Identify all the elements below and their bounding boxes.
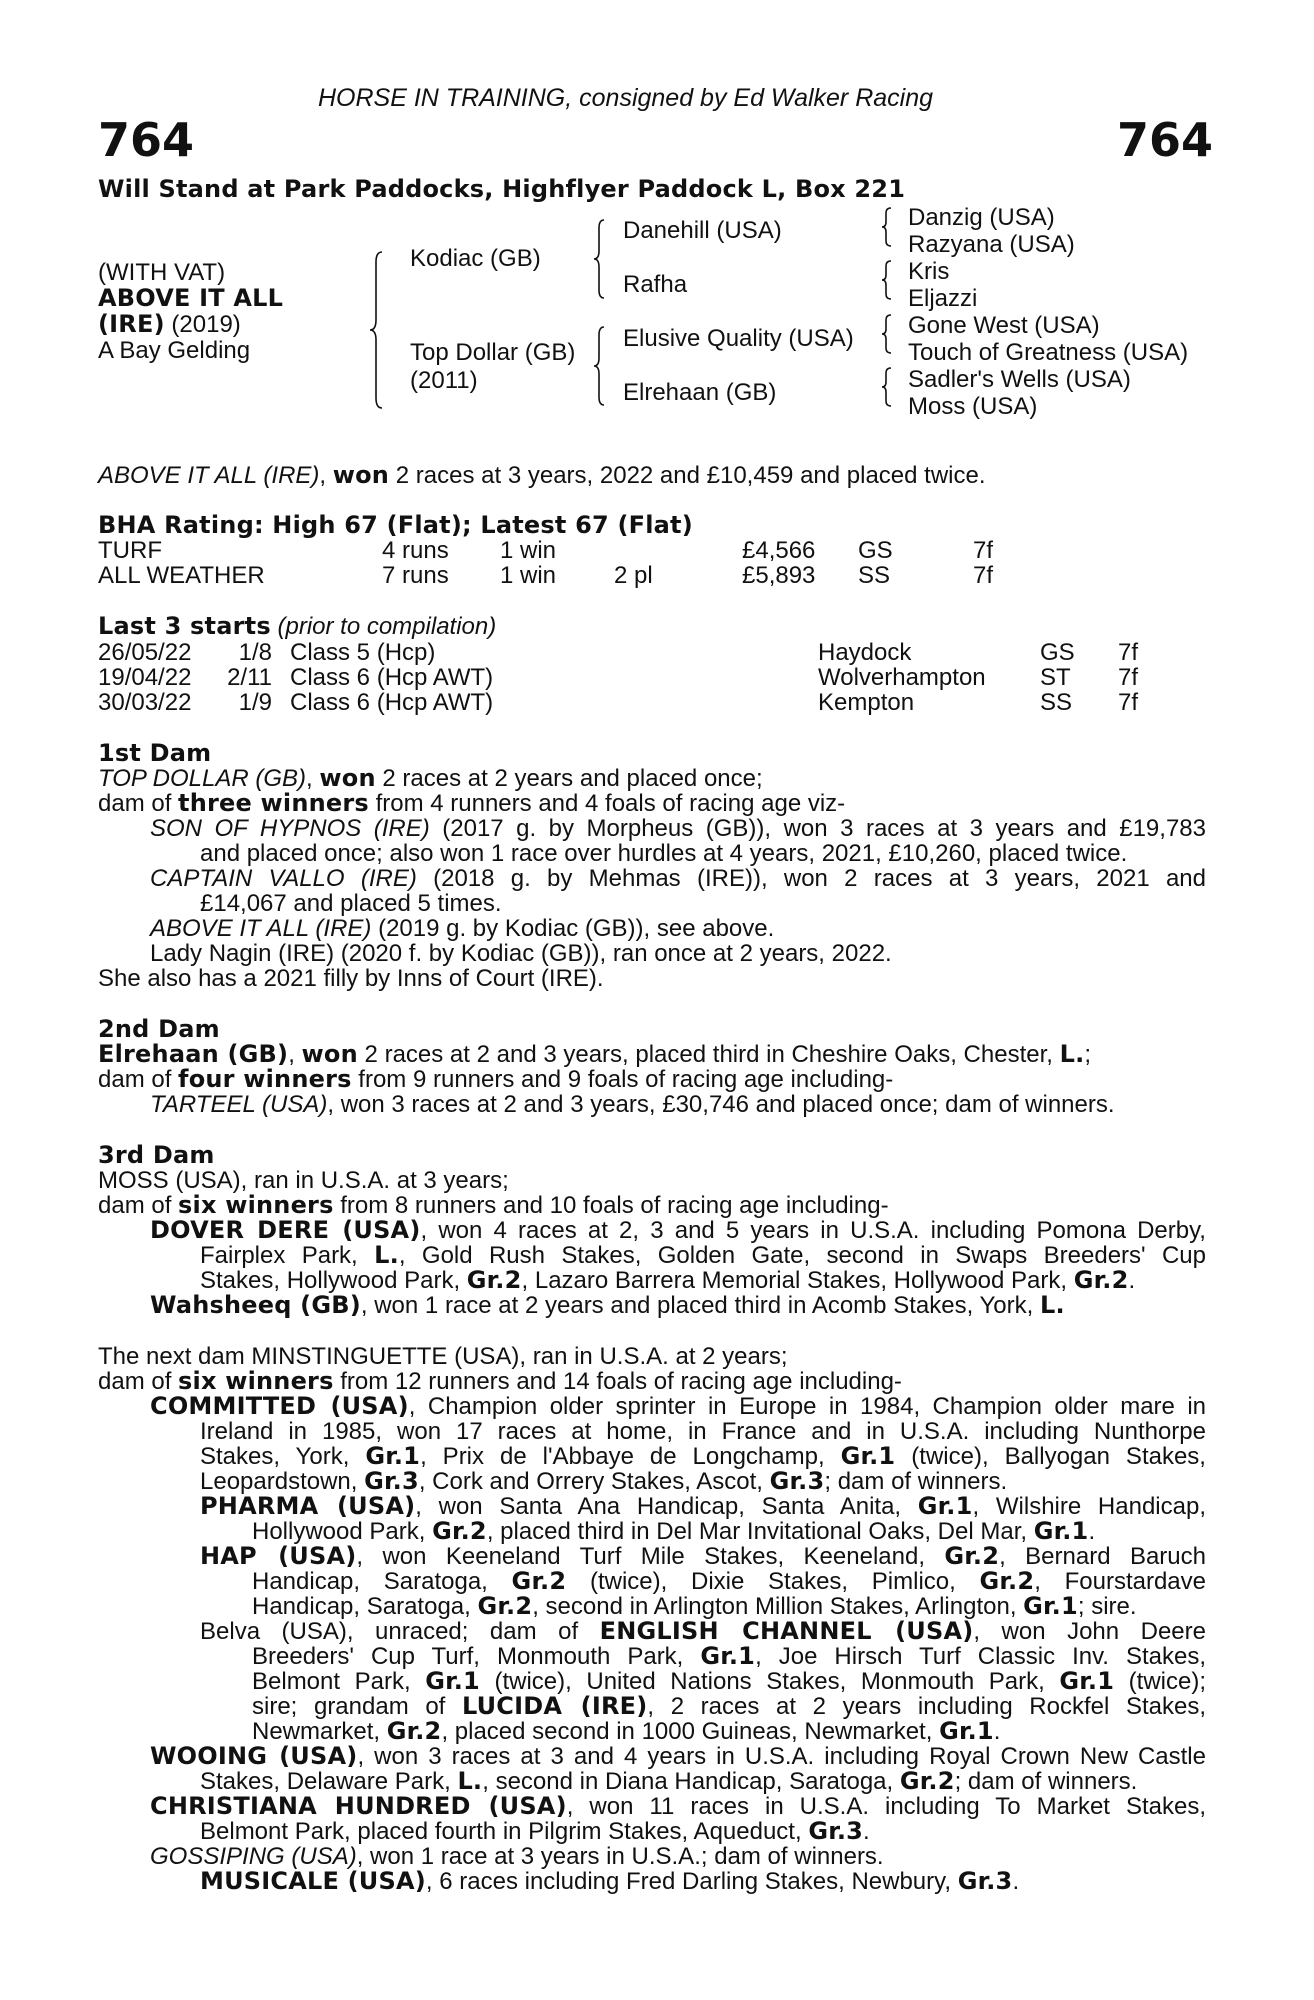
text-fragment: Breeders' Cup Turf, Monmouth Park, bbox=[252, 1644, 701, 1669]
text-fragment: dam of bbox=[98, 1192, 179, 1219]
pedigree-gg2: Razyana (USA) bbox=[908, 231, 1075, 258]
first-dam-heading: 1st Dam bbox=[98, 739, 212, 767]
belva-line-1 bbox=[200, 1619, 1206, 1644]
start-2-race: Class 6 (Hcp AWT) bbox=[290, 664, 494, 691]
first-dam-offspring-1-cont: and placed once; also won 1 race over hurdles at 4 years, 2021, £10,260, placed twice. bbox=[200, 840, 1128, 867]
text-fragment: dam of bbox=[98, 1066, 179, 1093]
dover-dere-line-1 bbox=[150, 1218, 1206, 1243]
start-3-race: Class 6 (Hcp AWT) bbox=[290, 689, 494, 716]
text-fragment: TOP DOLLAR (GB) bbox=[98, 765, 307, 792]
text-fragment: , Bernard Baruch bbox=[999, 1544, 1206, 1569]
text-fragment: L. bbox=[1059, 1040, 1085, 1068]
start-1-going: GS bbox=[1040, 639, 1075, 666]
third-dam-heading: 3rd Dam bbox=[98, 1141, 215, 1169]
catalogue-title: HORSE IN TRAINING, consigned by Ed Walker Racing bbox=[318, 84, 934, 112]
wooing-line-2 bbox=[200, 1769, 1137, 1795]
text-fragment: Gr.1 bbox=[1059, 1669, 1115, 1694]
first-dam-line-2 bbox=[98, 791, 845, 817]
text-fragment: sire; grandam of bbox=[252, 1694, 462, 1719]
text-fragment: four winners bbox=[178, 1065, 352, 1093]
christiana-line-1 bbox=[150, 1794, 1206, 1819]
text-fragment: Gr.1 bbox=[1033, 1517, 1089, 1545]
start-3-position: 1/9 bbox=[238, 689, 272, 716]
first-dam-offspring-3 bbox=[150, 916, 774, 942]
rating-aw-distance: 7f bbox=[973, 562, 994, 589]
text-fragment: , Fourstardave bbox=[1034, 1569, 1206, 1594]
summary-won: won bbox=[332, 461, 390, 489]
text-fragment: (2017 g. by Morpheus (GB)), won 3 races at 3 years and £19,783 bbox=[429, 816, 1206, 841]
text-fragment: Belmont Park, bbox=[252, 1669, 426, 1694]
first-dam-line-1 bbox=[98, 766, 763, 792]
text-fragment: , Gold Rush Stakes, Golden Gate, second in Swaps Breeders' Cup bbox=[398, 1243, 1206, 1268]
text-fragment: , 2 races at 2 years including Rockfel Stakes, bbox=[647, 1694, 1206, 1719]
text-fragment: Gr.3 bbox=[957, 1867, 1013, 1895]
horse-name: ABOVE IT ALL bbox=[98, 284, 284, 312]
text-fragment: Handicap, Saratoga, bbox=[252, 1593, 478, 1620]
text-fragment: Gr.1 bbox=[700, 1644, 756, 1669]
pharma-line-1 bbox=[200, 1494, 1206, 1519]
committed-line-4 bbox=[200, 1469, 1007, 1495]
text-fragment: ; dam of winners. bbox=[824, 1468, 1008, 1495]
pedigree-brace-g4 bbox=[880, 366, 894, 410]
text-fragment: ; dam of winners. bbox=[954, 1768, 1138, 1795]
stable-location: Will Stand at Park Paddocks, Highflyer Paddock L, Box 221 bbox=[98, 175, 906, 203]
text-fragment: from 8 runners and 10 foals of racing age including- bbox=[333, 1192, 889, 1219]
belva-line-4 bbox=[252, 1694, 1206, 1719]
text-fragment: PHARMA (USA) bbox=[200, 1494, 416, 1519]
hap-line-1 bbox=[200, 1544, 1206, 1569]
horse-year: (2019) bbox=[164, 311, 241, 338]
start-1-position: 1/8 bbox=[238, 639, 272, 666]
gossiping-line bbox=[150, 1844, 884, 1870]
start-3-distance: 7f bbox=[1118, 689, 1139, 716]
text-fragment: COMMITTED (USA) bbox=[150, 1394, 409, 1419]
second-dam-line-2 bbox=[98, 1067, 893, 1093]
text-fragment: . bbox=[1128, 1267, 1136, 1294]
next-dam-line-1: The next dam MINSTINGUETTE (USA), ran in U.S.A. at 2 years; bbox=[98, 1343, 788, 1370]
start-1-date: 26/05/22 bbox=[98, 639, 192, 666]
text-fragment: SON OF HYPNOS (IRE) bbox=[150, 816, 430, 841]
horse-country: (IRE) bbox=[98, 310, 165, 338]
race-summary: ABOVE IT ALL (IRE), won 2 races at 3 years, 2022 and £10,459 and placed twice. bbox=[98, 461, 986, 489]
text-fragment: , Cork and Orrery Stakes, Ascot, bbox=[418, 1468, 770, 1495]
text-fragment: Belmont Park, placed fourth in Pilgrim Stakes, Aqueduct, bbox=[200, 1818, 809, 1845]
start-2-distance: 7f bbox=[1118, 664, 1139, 691]
text-fragment: , Champion older sprinter in Europe in 1984, Champion older mare in bbox=[408, 1394, 1206, 1419]
text-fragment: Hollywood Park, bbox=[252, 1518, 433, 1545]
text-fragment: , 6 races including Fred Darling Stakes, Newbury, bbox=[425, 1868, 958, 1895]
text-fragment: dam of bbox=[98, 1368, 179, 1395]
rating-aw-wins: 1 win bbox=[500, 562, 557, 589]
text-fragment: TARTEEL (USA) bbox=[150, 1091, 328, 1118]
second-dam-offspring-1 bbox=[150, 1092, 1115, 1118]
text-fragment: Gr.2 bbox=[1073, 1266, 1129, 1294]
text-fragment: Gr.2 bbox=[979, 1569, 1035, 1594]
text-fragment: ABOVE IT ALL (IRE) bbox=[150, 915, 372, 942]
start-3-date: 30/03/22 bbox=[98, 689, 192, 716]
text-fragment: CHRISTIANA HUNDRED (USA) bbox=[150, 1794, 567, 1819]
text-fragment: Gr.1 bbox=[917, 1494, 973, 1519]
horse-name-suffix bbox=[98, 312, 241, 338]
text-fragment: Gr.2 bbox=[944, 1544, 1000, 1569]
pedigree-gg3: Kris bbox=[908, 258, 950, 285]
summary-text: 2 races at 3 years, 2022 and £10,459 and placed twice. bbox=[389, 462, 986, 489]
pedigree-gg4: Eljazzi bbox=[908, 285, 978, 312]
hap-line-2 bbox=[252, 1569, 1206, 1594]
text-fragment: Gr.1 bbox=[840, 1444, 896, 1469]
text-fragment: (2019 g. by Kodiac (GB)), see above. bbox=[371, 915, 775, 942]
last-starts-heading bbox=[98, 614, 496, 640]
rating-aw-placed: 2 pl bbox=[614, 562, 653, 589]
bha-rating-title: BHA Rating: High 67 (Flat); Latest 67 (Flat) bbox=[98, 511, 693, 539]
horse-description: A Bay Gelding bbox=[98, 337, 251, 364]
christiana-line-2 bbox=[200, 1819, 870, 1845]
rating-turf-runs: 4 runs bbox=[382, 537, 449, 564]
committed-line-2 bbox=[200, 1419, 1206, 1444]
text-fragment: ; bbox=[1084, 1041, 1092, 1068]
pedigree-sire: Kodiac (GB) bbox=[410, 245, 541, 272]
text-fragment: CAPTAIN VALLO (IRE) bbox=[150, 866, 417, 891]
rating-turf-going: GS bbox=[858, 537, 893, 564]
text-fragment: Gr.2 bbox=[466, 1266, 522, 1294]
pedigree-brace-g3 bbox=[880, 313, 894, 357]
text-fragment: (twice), United Nations Stakes, Monmouth Park, bbox=[479, 1669, 1060, 1694]
third-dam-line-2 bbox=[98, 1193, 889, 1219]
text-fragment: , placed second in 1000 Guineas, Newmarket, bbox=[441, 1718, 940, 1745]
text-fragment: DOVER DERE (USA) bbox=[150, 1218, 421, 1243]
text-fragment: L. bbox=[457, 1767, 483, 1795]
pedigree-gg5: Gone West (USA) bbox=[908, 312, 1100, 339]
text-fragment: (twice); bbox=[1114, 1669, 1206, 1694]
rating-aw-runs: 7 runs bbox=[382, 562, 449, 589]
text-fragment: , second in Diana Handicap, Saratoga, bbox=[482, 1768, 900, 1795]
start-2-position: 2/11 bbox=[227, 664, 272, 691]
text-fragment: Wahsheeq (GB) bbox=[150, 1291, 361, 1319]
text-fragment: Gr.3 bbox=[769, 1467, 825, 1495]
text-fragment: , won 4 races at 2, 3 and 5 years in U.S.A. including Pomona Derby, bbox=[420, 1218, 1206, 1243]
pedigree-sire-sire: Danehill (USA) bbox=[623, 217, 782, 244]
text-fragment: , won 3 races at 3 and 4 years in U.S.A. including Royal Crown New Castle bbox=[357, 1744, 1206, 1769]
text-fragment: from 12 runners and 14 foals of racing age including- bbox=[333, 1368, 902, 1395]
text-fragment: six winners bbox=[178, 1191, 334, 1219]
text-fragment: Gr.2 bbox=[511, 1569, 567, 1594]
text-fragment: Stakes, Delaware Park, bbox=[200, 1768, 458, 1795]
text-fragment: Gr.2 bbox=[432, 1517, 487, 1545]
text-fragment: . bbox=[1012, 1868, 1020, 1895]
text-fragment: (twice), Ballyogan Stakes, bbox=[895, 1444, 1206, 1469]
pedigree-dam-sire: Elusive Quality (USA) bbox=[623, 325, 854, 352]
text-fragment: Stakes, Hollywood Park, bbox=[200, 1267, 467, 1294]
lot-number-left: 764 bbox=[98, 113, 195, 167]
text-fragment: Handicap, Saratoga, bbox=[252, 1569, 512, 1594]
text-fragment: three winners bbox=[178, 789, 369, 817]
text-fragment: Gr.3 bbox=[808, 1817, 864, 1845]
text-fragment: Fairplex Park, bbox=[200, 1243, 375, 1268]
text-fragment: Gr.2 bbox=[386, 1717, 442, 1745]
text-fragment: WOOING (USA) bbox=[150, 1744, 358, 1769]
text-fragment: L. bbox=[374, 1243, 399, 1268]
last-starts-title: Last 3 starts bbox=[98, 612, 271, 640]
text-fragment: , won 1 race at 2 years and placed third in Acomb Stakes, York, bbox=[360, 1292, 1040, 1319]
text-fragment: , Prix de l'Abbaye de Longchamp, bbox=[420, 1444, 841, 1469]
wahsheeq-line bbox=[150, 1293, 1065, 1319]
text-fragment: Gr.2 bbox=[477, 1592, 533, 1620]
text-fragment: LUCIDA (IRE) bbox=[461, 1694, 648, 1719]
first-dam-offspring-2-cont: £14,067 and placed 5 times. bbox=[200, 890, 502, 917]
pedigree-sire-dam: Rafha bbox=[623, 271, 688, 298]
text-fragment: won bbox=[301, 1040, 358, 1068]
dover-dere-line-3 bbox=[200, 1268, 1135, 1294]
text-fragment: Leopardstown, bbox=[200, 1468, 365, 1495]
text-fragment: , won Santa Ana Handicap, Santa Anita, bbox=[415, 1494, 918, 1519]
text-fragment: dam of bbox=[98, 790, 179, 817]
first-dam-offspring-2 bbox=[150, 866, 1206, 891]
pedigree-gg7: Sadler's Wells (USA) bbox=[908, 366, 1131, 393]
text-fragment: L. bbox=[1039, 1291, 1065, 1319]
rating-aw-prize: £5,893 bbox=[742, 562, 816, 589]
musicale-line bbox=[200, 1869, 1019, 1895]
vat-label: (WITH VAT) bbox=[98, 259, 226, 286]
rating-turf-surface: TURF bbox=[98, 537, 162, 564]
pedigree-brace-main bbox=[368, 250, 388, 410]
second-dam-line-1 bbox=[98, 1042, 1091, 1068]
start-1-distance: 7f bbox=[1118, 639, 1139, 666]
committed-line-3 bbox=[200, 1444, 1206, 1469]
hap-line-3 bbox=[252, 1594, 1137, 1620]
pedigree-brace-dam bbox=[592, 325, 608, 407]
pedigree-brace-sire bbox=[592, 218, 608, 300]
start-2-going: ST bbox=[1040, 664, 1071, 691]
last-starts-note: (prior to compilation) bbox=[270, 613, 497, 640]
start-1-race: Class 5 (Hcp) bbox=[290, 639, 436, 666]
pharma-line-2 bbox=[252, 1519, 1095, 1545]
text-fragment: 2 races at 2 years and placed once; bbox=[375, 765, 763, 792]
first-dam-footnote: She also has a 2021 filly by Inns of Court (IRE). bbox=[98, 965, 604, 992]
text-fragment: HAP (USA) bbox=[200, 1544, 357, 1569]
lot-number-right: 764 bbox=[1117, 113, 1214, 167]
second-dam-heading: 2nd Dam bbox=[98, 1015, 220, 1043]
text-fragment: six winners bbox=[178, 1367, 334, 1395]
text-fragment: . bbox=[1088, 1518, 1096, 1545]
text-fragment: (twice), Dixie Stakes, Pimlico, bbox=[566, 1569, 980, 1594]
text-fragment: Gr.1 bbox=[939, 1717, 994, 1745]
text-fragment: Gr.1 bbox=[425, 1669, 480, 1694]
pedigree-gg6: Touch of Greatness (USA) bbox=[908, 339, 1189, 366]
rating-turf-distance: 7f bbox=[973, 537, 994, 564]
text-fragment: , won John Deere bbox=[973, 1619, 1206, 1644]
rating-turf-prize: £4,566 bbox=[742, 537, 816, 564]
text-fragment: Elrehaan (GB) bbox=[98, 1040, 289, 1068]
text-fragment: MUSICALE (USA) bbox=[200, 1867, 426, 1895]
pedigree-gg8: Moss (USA) bbox=[908, 393, 1038, 420]
next-dam-line-2 bbox=[98, 1369, 902, 1395]
rating-turf-wins: 1 win bbox=[500, 537, 557, 564]
text-fragment: , won 1 race at 3 years in U.S.A.; dam of winners. bbox=[356, 1843, 884, 1870]
start-2-date: 19/04/22 bbox=[98, 664, 192, 691]
text-fragment: . bbox=[993, 1718, 1001, 1745]
pedigree-gg1: Danzig (USA) bbox=[908, 204, 1055, 231]
text-fragment: , bbox=[288, 1041, 302, 1068]
text-fragment: . bbox=[863, 1818, 870, 1845]
rating-aw-surface: ALL WEATHER bbox=[98, 562, 265, 589]
first-dam-offspring-1 bbox=[150, 816, 1206, 841]
text-fragment: , won 3 races at 2 and 3 years, £30,746 and placed once; dam of winners. bbox=[327, 1091, 1115, 1118]
text-fragment: won bbox=[319, 764, 376, 792]
text-fragment: GOSSIPING (USA) bbox=[150, 1843, 357, 1870]
wooing-line-1 bbox=[150, 1744, 1206, 1769]
text-fragment: Gr.3 bbox=[364, 1467, 419, 1495]
text-fragment: 2 races at 2 and 3 years, placed third in Cheshire Oaks, Chester, bbox=[357, 1041, 1060, 1068]
pedigree-dam-year: (2011) bbox=[410, 367, 478, 394]
text-fragment: Ireland in 1985, won 17 races at home, in France and in U.S.A. including Nunthorpe bbox=[200, 1419, 1206, 1444]
committed-line-1 bbox=[150, 1394, 1206, 1419]
text-fragment: , won Keeneland Turf Mile Stakes, Keeneland, bbox=[356, 1544, 945, 1569]
text-fragment: , Wilshire Handicap, bbox=[972, 1494, 1206, 1519]
summary-horse-name: ABOVE IT ALL (IRE) bbox=[98, 462, 320, 489]
pedigree-brace-g1 bbox=[880, 206, 894, 250]
text-fragment: from 4 runners and 4 foals of racing age viz- bbox=[368, 790, 846, 817]
text-fragment: Gr.1 bbox=[365, 1444, 421, 1469]
pedigree-dam: Top Dollar (GB) bbox=[410, 339, 576, 366]
text-fragment: , bbox=[306, 765, 320, 792]
text-fragment: Stakes, York, bbox=[200, 1444, 366, 1469]
third-dam-line-1: MOSS (USA), ran in U.S.A. at 3 years; bbox=[98, 1167, 509, 1194]
start-3-going: SS bbox=[1040, 689, 1073, 716]
text-fragment: Newmarket, bbox=[252, 1718, 387, 1745]
text-fragment: ; sire. bbox=[1077, 1593, 1137, 1620]
start-1-course: Haydock bbox=[818, 639, 912, 666]
text-fragment: Belva (USA), unraced; dam of bbox=[200, 1619, 600, 1644]
start-2-course: Wolverhampton bbox=[818, 664, 986, 691]
text-fragment: , Lazaro Barrera Memorial Stakes, Hollywood Park, bbox=[521, 1267, 1074, 1294]
text-fragment: ENGLISH CHANNEL (USA) bbox=[599, 1619, 974, 1644]
belva-line-5 bbox=[252, 1719, 1000, 1745]
text-fragment: from 9 runners and 9 foals of racing age including- bbox=[351, 1066, 894, 1093]
text-fragment: (2018 g. by Mehmas (IRE)), won 2 races at 3 years, 2021 and bbox=[416, 866, 1206, 891]
text-fragment: , won 11 races in U.S.A. including To Market Stakes, bbox=[566, 1794, 1206, 1819]
start-3-course: Kempton bbox=[818, 689, 915, 716]
text-fragment: , placed third in Del Mar Invitational Oaks, Del Mar, bbox=[486, 1518, 1034, 1545]
text-fragment: , Joe Hirsch Turf Classic Inv. Stakes, bbox=[755, 1644, 1206, 1669]
pedigree-brace-g2 bbox=[880, 259, 894, 303]
text-fragment: , second in Arlington Million Stakes, Arlington, bbox=[532, 1593, 1024, 1620]
text-fragment: Gr.2 bbox=[899, 1767, 955, 1795]
belva-line-3 bbox=[252, 1669, 1206, 1694]
text-fragment: Gr.1 bbox=[1023, 1592, 1078, 1620]
first-dam-offspring-4: Lady Nagin (IRE) (2020 f. by Kodiac (GB)), ran once at 2 years, 2022. bbox=[150, 940, 892, 967]
pedigree-dam-dam: Elrehaan (GB) bbox=[623, 379, 777, 406]
belva-line-2 bbox=[252, 1644, 1206, 1669]
rating-aw-going: SS bbox=[858, 562, 891, 589]
dover-dere-line-2 bbox=[200, 1243, 1206, 1268]
